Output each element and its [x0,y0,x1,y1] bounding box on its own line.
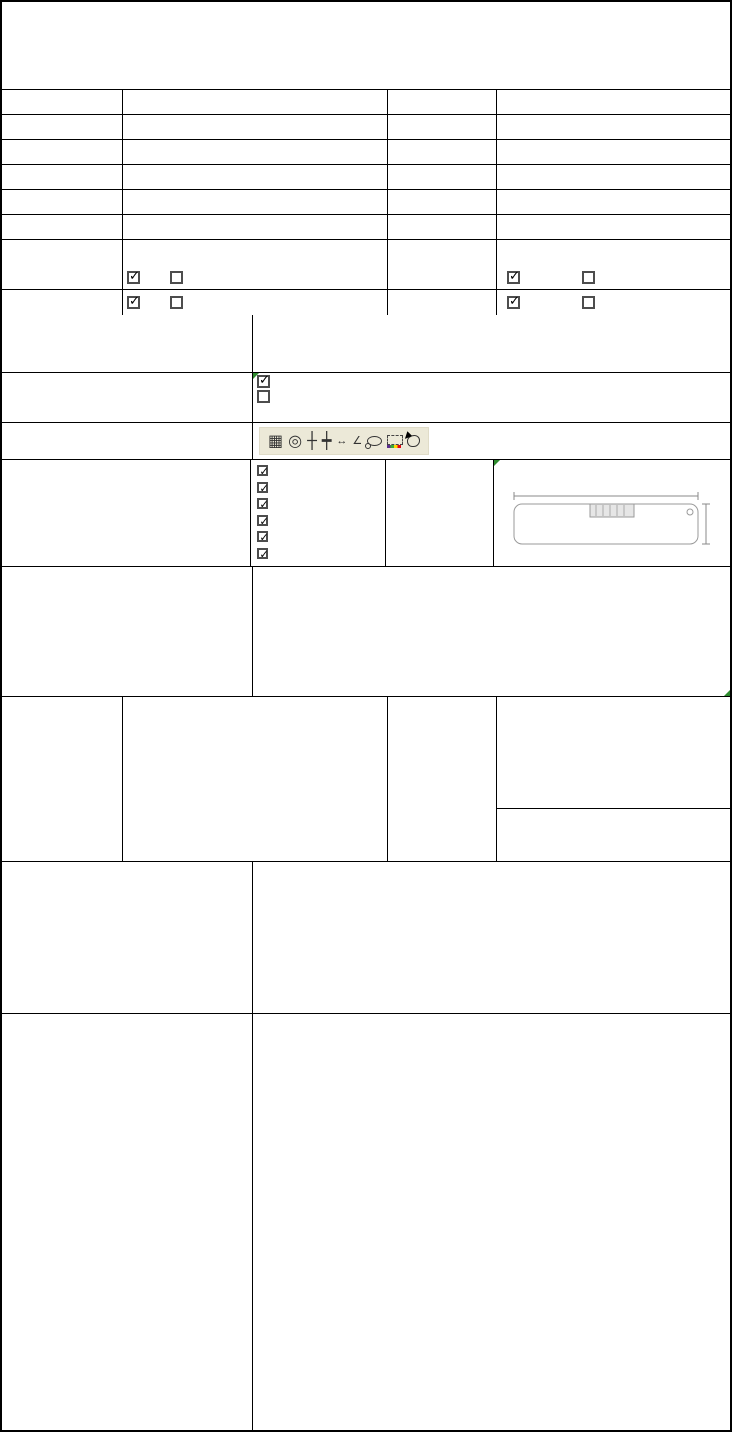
spec-row [2,215,730,240]
caps-content [252,1014,730,1430]
spec-label [387,90,496,114]
grid-icon: ▦ [268,431,284,450]
checkbox-checked-icon[interactable] [507,271,520,284]
spec-label [387,115,496,139]
standard-item [257,546,384,563]
checkbox-checked-icon[interactable] [507,296,520,309]
standard-config-row [2,460,730,567]
measure-label-cell [2,373,252,422]
spec-row [2,165,730,190]
fix-length-icon: ↔ [336,435,348,447]
support-values [122,697,387,861]
spec-label [2,240,122,265]
toggle-label [387,265,496,289]
spec-value [122,215,387,239]
toggle-options [496,265,730,289]
measure-row [2,373,730,423]
target-icon: ◎ [288,431,303,450]
lasso-icon [367,436,382,446]
freeform-select-icon [407,435,420,447]
excel-flag-icon [494,460,500,466]
spec-label [2,190,122,214]
body-size-label-cell [385,460,493,566]
standard-label-cell [2,460,250,566]
spec-label [2,140,122,164]
checkbox-checked-icon[interactable] [257,482,268,493]
spec-value [496,165,730,189]
measure-content [252,373,730,422]
working-distance-row [2,567,730,697]
spec-value [122,115,387,139]
body-size-diagram-cell [493,460,730,566]
standard-item [257,480,384,497]
assist-row [2,423,730,460]
assist-label-cell [2,423,252,459]
product-intro [2,2,730,90]
spec-label [387,165,496,189]
spec-value [122,240,387,265]
video-formats [497,809,730,861]
spec-value [496,240,730,265]
wd-label-cell [2,567,252,696]
spec-value [496,140,730,164]
checkbox-unchecked-icon[interactable] [582,296,595,309]
spec-row [2,190,730,215]
body-dimension-diagram [494,460,730,560]
toggle-row [2,265,730,290]
spec-label [2,115,122,139]
software-label-cell [2,315,252,372]
toggle-options [122,290,387,315]
checkbox-checked-icon[interactable] [257,531,268,542]
assist-toolbar [259,427,429,455]
spec-value [122,190,387,214]
spec-row [2,90,730,115]
checkbox-checked-icon[interactable] [127,271,140,284]
spec-label [2,215,122,239]
checkbox-unchecked-icon[interactable] [170,296,183,309]
fix-angle-icon: ∠ [352,435,363,447]
toggle-row [2,290,730,315]
spec-value [496,190,730,214]
wd-table-cell [252,567,730,696]
checkbox-unchecked-icon[interactable] [170,271,183,284]
crosshair-scale-icon: ┿ [321,431,332,450]
checkbox-unchecked-icon[interactable] [582,271,595,284]
formats-label-cell [387,697,496,861]
standard-item [257,496,384,513]
standard-items [250,460,384,566]
spec-value [122,90,387,114]
toggle-label [2,290,122,315]
standard-item [257,513,384,530]
checkbox-checked-icon[interactable] [257,375,270,388]
caps-row [2,1014,730,1430]
checkbox-checked-icon[interactable] [257,515,268,526]
spec-label [387,240,496,265]
spec-value [496,90,730,114]
spec-value [496,115,730,139]
spec-label [2,165,122,189]
software-text [252,315,730,372]
toggle-label [387,290,496,315]
checkbox-checked-icon[interactable] [127,296,140,309]
standard-item [257,463,384,480]
toggle-options [496,290,730,315]
toggle-options [122,265,387,289]
color-area-icon [387,435,402,448]
toggle-label [2,265,122,289]
assist-content [252,423,730,459]
spec-label [387,190,496,214]
checkbox-checked-icon[interactable] [257,465,268,476]
checkbox-checked-icon[interactable] [257,498,268,509]
spec-label [2,90,122,114]
support-label-cell [2,697,122,861]
spec-value [122,165,387,189]
stands-content [252,862,730,1013]
excel-flag-icon [724,690,730,696]
checkbox-checked-icon[interactable] [257,548,268,559]
spec-value [496,215,730,239]
spec-row [2,240,730,265]
spec-label [387,215,496,239]
software-row [2,315,730,373]
image-formats [497,697,730,809]
support-row [2,697,730,862]
spec-label [387,140,496,164]
spec-row [2,115,730,140]
stands-row [2,862,730,1014]
caps-empty-label-cell [2,1014,252,1430]
formats-cell [496,697,730,861]
standard-item [257,529,384,546]
stands-label-cell [2,862,252,1013]
checkbox-unchecked-icon[interactable] [257,390,270,403]
crosshair-icon: ┼ [307,431,317,450]
spec-value [122,140,387,164]
spec-row [2,140,730,165]
